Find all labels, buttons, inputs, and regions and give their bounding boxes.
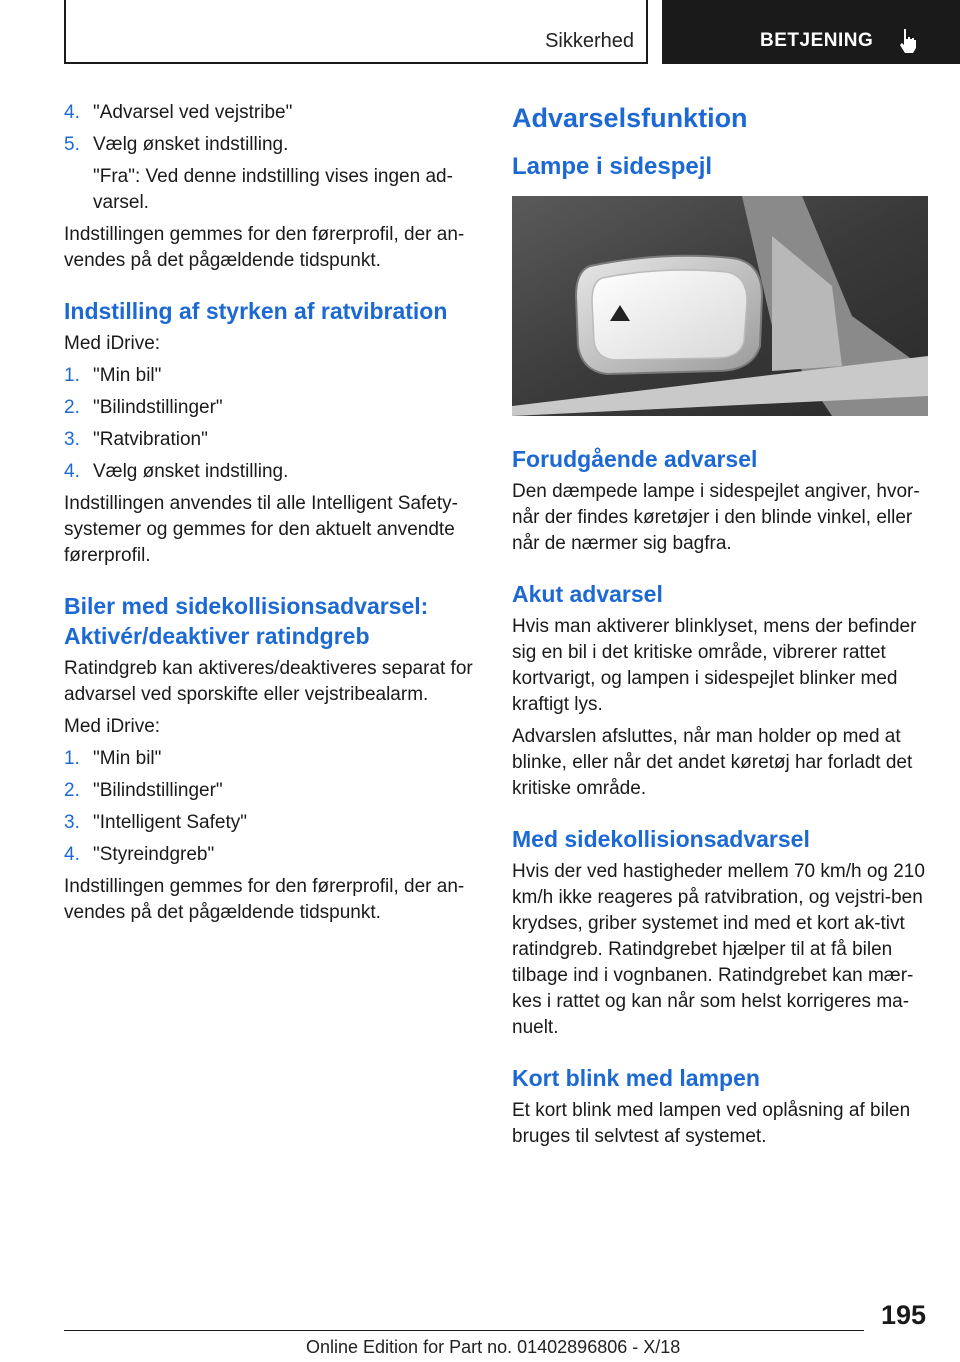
list-item [64,100,474,126]
paragraph: Indstillingen gemmes for den førerprofil, der an-vendes på det pågældende tidspunkt. [64,224,465,271]
list-number: 3. [64,812,80,833]
list-number: 2. [64,780,80,801]
subsection-title: Lampe i sidespejl [512,153,713,180]
chapter-tab-label: BETJENING [760,30,874,51]
paragraph: Indstillingen anvendes til alle Intelligent Safety-systemer og gemmes for den aktuelt anvendte førerprofil. [64,493,458,566]
hand-pointer-icon [893,26,923,56]
section-heading: Indstilling af styrken af ratvibration [64,298,448,324]
list-item [64,427,474,453]
list-text: "Advarsel ved vejstribe" [93,102,293,123]
list-text: "Styreindgreb" [93,844,215,865]
list-number: 3. [64,429,80,450]
section-heading: Med sidekollisionsadvarsel [512,826,810,852]
paragraph: Hvis der ved hastigheder mellem 70 km/h og 210 km/h ikke reageres på ratvibration, og vejstri-ben krydses, griber systemet ind med et kort ak-tivt ratindgreb. Ratindgrebet hjælper til at få bilen tilbage ind i vognbanen. Ratindgrebet kan mær-kes i rattet og kan når som helst korrigeres ma-nuelt. [512,861,925,1038]
list-text: "Min bil" [93,748,162,769]
paragraph: Et kort blink med lampen ved oplåsning af bilen bruges til selvtest af systemet. [512,1100,911,1147]
paragraph: Indstillingen gemmes for den førerprofil, der an-vendes på det pågældende tidspunkt. [64,876,465,923]
list-continuation: "Fra": Ved denne indstilling vises ingen ad-varsel. [93,166,453,213]
list-number: 4. [64,102,80,123]
paragraph: Advarslen afsluttes, når man holder op med at blinke, eller når det andet køretøj har forladt det kritiske område. [512,726,913,799]
section-title: Sikkerhed [545,30,634,52]
chapter-tab [662,0,960,64]
page-title: Advarselsfunktion [512,103,748,133]
section-heading: Forudgående advarsel [512,446,758,472]
section-heading: Biler med sidekollisionsadvarsel: Aktivér/deaktiver ratindgreb [64,593,429,649]
page-number: 195 [880,1300,926,1330]
list-text: "Bilindstillinger" [93,780,223,801]
section-heading: Kort blink med lampen [512,1065,760,1091]
list-item [64,459,474,485]
list-text: "Bilindstillinger" [93,397,223,418]
list-item [64,132,474,158]
list-number: 5. [64,134,80,155]
list-item [64,395,474,421]
list-item [64,810,474,836]
list-text: "Ratvibration" [93,429,208,450]
list-number: 1. [64,748,80,769]
paragraph: Ratindgreb kan aktiveres/deaktiveres separat for advarsel ved sporskifte eller vejstribealarm. [64,658,473,705]
side-mirror-illustration [512,196,928,416]
list-number: 4. [64,461,80,482]
footer-divider [64,1330,864,1331]
list-text: "Min bil" [93,365,162,386]
list-item [64,778,474,804]
list-number: 4. [64,844,80,865]
paragraph: Hvis man aktiverer blinklyset, mens der befinder sig en bil i det kritiske område, vibrerer rattet kortvarigt, og lampen i sidespejlet blinker med kraftigt lys. [512,616,917,715]
section-heading: Akut advarsel [512,581,663,607]
right-column [512,100,928,1156]
list-text: Vælg ønsket indstilling. [93,134,289,155]
list-item [64,363,474,389]
list-text: Vælg ønsket indstilling. [93,461,289,482]
list-text: "Intelligent Safety" [93,812,247,833]
list-item [64,746,474,772]
left-column [64,100,474,932]
list-item [64,842,474,868]
paragraph: Den dæmpede lampe i sidespejlet angiver, hvor-når der findes køretøjer i den blinde vinkel, eller når de nærmer sig bagfra. [512,481,920,554]
list-number: 2. [64,397,80,418]
list-number: 1. [64,365,80,386]
paragraph: Med iDrive: [64,716,161,737]
paragraph: Med iDrive: [64,333,161,354]
edition-note: Online Edition for Part no. 01402896806 - X/18 [306,1337,681,1357]
